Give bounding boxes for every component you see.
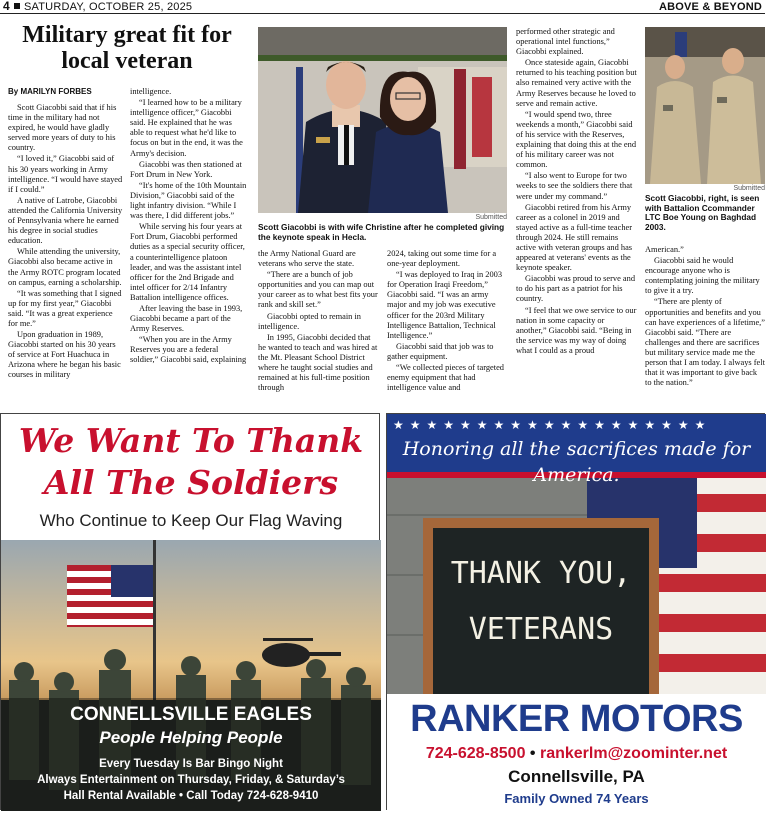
article-column-6 <box>645 245 765 389</box>
article-paragraph: “When you are in the Army Reserves you are a federal soldier,” Giacobbi said, explaining <box>130 335 247 365</box>
article-paragraph: 2024, taking out some time for a one-year deployment. <box>387 249 497 269</box>
article-column-3 <box>258 249 380 394</box>
chalk-line-1: THANK YOU, <box>450 556 632 591</box>
article-paragraph: Giacobbi was proud to serve and to do his part as a patriot for his country. <box>516 274 636 304</box>
article-paragraph: “I was deployed to Iraq in 2003 for Operation Iraqi Freedom,” Giacobbi said. “I was an army major and my job was executive officer for the 203rd Military Intelligence Battalion, Technical Intelligence.” <box>387 270 503 340</box>
ad-banner-slogan: Honoring all the sacrifices made for America. <box>402 438 751 486</box>
byline: By MARILYN FORBES <box>8 87 92 96</box>
article-paragraph: Once stateside again, Giacobbi returned to his teaching position but also remained very active with the Army Reserves because he loved to serve and remain active. <box>516 58 637 108</box>
article-paragraph: “I feel that we owe service to our nation in some capacity or another,” Giacobbi said. “Being in the service was my way of doing what I could as a proud <box>516 305 637 355</box>
article-paragraph: While serving his four years at Fort Drum, Giacobbi performed duties as a special security officer, a counterintelligence platoon leader, and was the assistant intel officer for the 2nd Brigade and intel officer for 2/14 Infantry Battalion intelligence offices. <box>130 222 245 302</box>
ad-tagline: People Helping People <box>99 728 283 747</box>
ad-title-line-1: We Want To Thank <box>18 421 364 460</box>
article-paragraph: Upon graduation in 1989, Giacobbi started on his 30 years of service at Fort Huachuca in Arizona where he began his basic courses in military <box>8 330 121 380</box>
article-headline: Military great fit for local veteran <box>22 22 232 74</box>
article-paragraph: “It's home of the 10th Mountain Division,” Giacobbi said of the light infantry division. “While I was there, I did different jobs.” <box>130 180 247 221</box>
ad-company-name: RANKER MOTORS <box>410 698 743 740</box>
chalk-line-2: VETERANS <box>468 612 614 647</box>
ad-line-hall-rental: Hall Rental Available • Call Today 724-628-9410 <box>63 790 319 802</box>
article-paragraph: the Army National Guard are veterans who serve the state. <box>258 249 356 269</box>
photo-credit: Submitted <box>475 214 507 221</box>
article-paragraph: “There are plenty of opportunities and benefits and you can have experiences of a lifetime,” Giacobbi said. “There are challenges and there are sacrifices but military service made me the person that I am today. I always felt that it was important to give back to the nation.” <box>645 297 765 388</box>
ad-city: Connellsville, PA <box>508 767 645 786</box>
ad-subtitle: Who Continue to Keep Our Flag Waving <box>39 511 343 530</box>
article-column-2 <box>130 87 247 367</box>
article-column-1 <box>8 103 124 382</box>
article-paragraph: In 1995, Giacobbi decided that he wanted to teach and was hired at the Mt. Pleasant School District where he taught social studies and remained at his full-time position through <box>258 332 378 393</box>
photo-caption: Scott Giacobbi is with wife Christine after he completed giving the keynote speak in Hecla. <box>258 222 505 242</box>
ad-line-bingo: Every Tuesday Is Bar Bingo Night <box>99 758 283 770</box>
photo-giacobbi-and-wife <box>258 27 507 213</box>
article-paragraph: “There are a bunch of job opportunities and you can map out your career as to what best fits your rank and skill set.” <box>258 270 378 310</box>
photo-caption-2: Scott Giacobbi, right, is seen with Battalion Ccommander LTC Boe Young on Baghdad 2003. <box>645 193 760 232</box>
ad-phone: 724-628-8500 <box>425 745 526 762</box>
article-paragraph: “I would spend two, three weekends a month,” Giacobbi said of his service with the Reserves, explaining that doing this at the end of his military career was not common. <box>516 109 637 170</box>
page-number: 4 <box>3 0 10 13</box>
ad-email: rankerlm@zoominter.net <box>539 745 728 762</box>
article-paragraph: Giacobbi opted to remain in intelligence. <box>258 311 361 331</box>
star-row-icon: ★★★★★★★★★★★★★★★★★★★ <box>393 418 712 432</box>
article-paragraph: “It was something that I signed up for my first year,” Giacobbi said. “It was a great experience for me.” <box>8 288 122 328</box>
article-paragraph: After leaving the base in 1993, Giacobbi became a part of the Army Reserves. <box>130 303 243 334</box>
article-paragraph: “I also went to Europe for two weeks to see the soldiers there that were under my command.” <box>516 171 633 201</box>
article-paragraph: American.” <box>645 245 684 254</box>
photo-soldiers-baghdad <box>645 27 765 184</box>
article-column-4 <box>387 249 507 394</box>
article-paragraph: While attending the university, Giacobbi also became active in the Army ROTC program located on campus, earning a scholarship. <box>8 247 122 287</box>
us-flag-icon <box>67 565 153 627</box>
ad-organization-name: CONNELLSVILLE EAGLES <box>70 704 312 725</box>
square-bullet-icon <box>14 3 20 9</box>
ad-contact-line <box>387 745 766 763</box>
article-paragraph: Giacobbi was then stationed at Fort Drum in New York. <box>130 159 242 179</box>
page-header <box>0 0 765 14</box>
article-paragraph: Scott Giacobbi said that if his time in the military had not expired, he would have gladly served more years of duty to his country. <box>8 103 117 153</box>
article-paragraph: “I loved it,” Giacobbi said of his 30 years working in Army intelligence. “I would have stayed if I could.” <box>8 154 123 194</box>
article-paragraph: Giacobbi said that job was to gather equipment. <box>387 341 494 361</box>
article-paragraph: “I learned how to be a military intelligence officer,” Giacobbi said. He explained that he was able to request what he'd like to focus on but in the end, it was the Army's decision. <box>130 98 243 158</box>
ad-line-entertainment: Always Entertainment on Thursday, Friday, & Saturday’s <box>37 774 345 786</box>
ad-connellsville-eagles <box>0 413 380 810</box>
section-name: ABOVE & BEYOND <box>658 1 762 13</box>
photo-credit-2: Submitted <box>733 185 765 192</box>
article-paragraph: “We collected pieces of targeted enemy equipment that had intelligence value and <box>387 363 504 393</box>
article-paragraph: Giacobbi said he would encourage anyone who is contemplating joining the military to give it a try. <box>645 256 760 296</box>
issue-date: SATURDAY, OCTOBER 25, 2025 <box>24 1 193 13</box>
ad-title-line-2: All The Soldiers <box>43 463 339 502</box>
ad-family-owned: Family Owned 74 Years <box>504 791 649 806</box>
article-paragraph: intelligence. <box>130 87 172 96</box>
bullet-separator: • <box>529 745 540 762</box>
article-paragraph: Giacobbi retired from his Army career as a colonel in 2019 and stayed active as a full-time teacher through 2024. He still remains active with veteran groups and has appeared at veterans' events as the keynote speaker. <box>516 202 633 273</box>
article-paragraph: A native of Latrobe, Giacobbi attended the California University of Pennsylvania where he earned his degree in social studies education. <box>8 195 123 246</box>
article-column-5 <box>516 27 637 357</box>
soldiers-flag-scene <box>1 540 381 811</box>
article-paragraph: performed other strategic and operational intel functions,” Giacobbi explained. <box>516 27 615 57</box>
ad-ranker-motors <box>386 413 765 810</box>
